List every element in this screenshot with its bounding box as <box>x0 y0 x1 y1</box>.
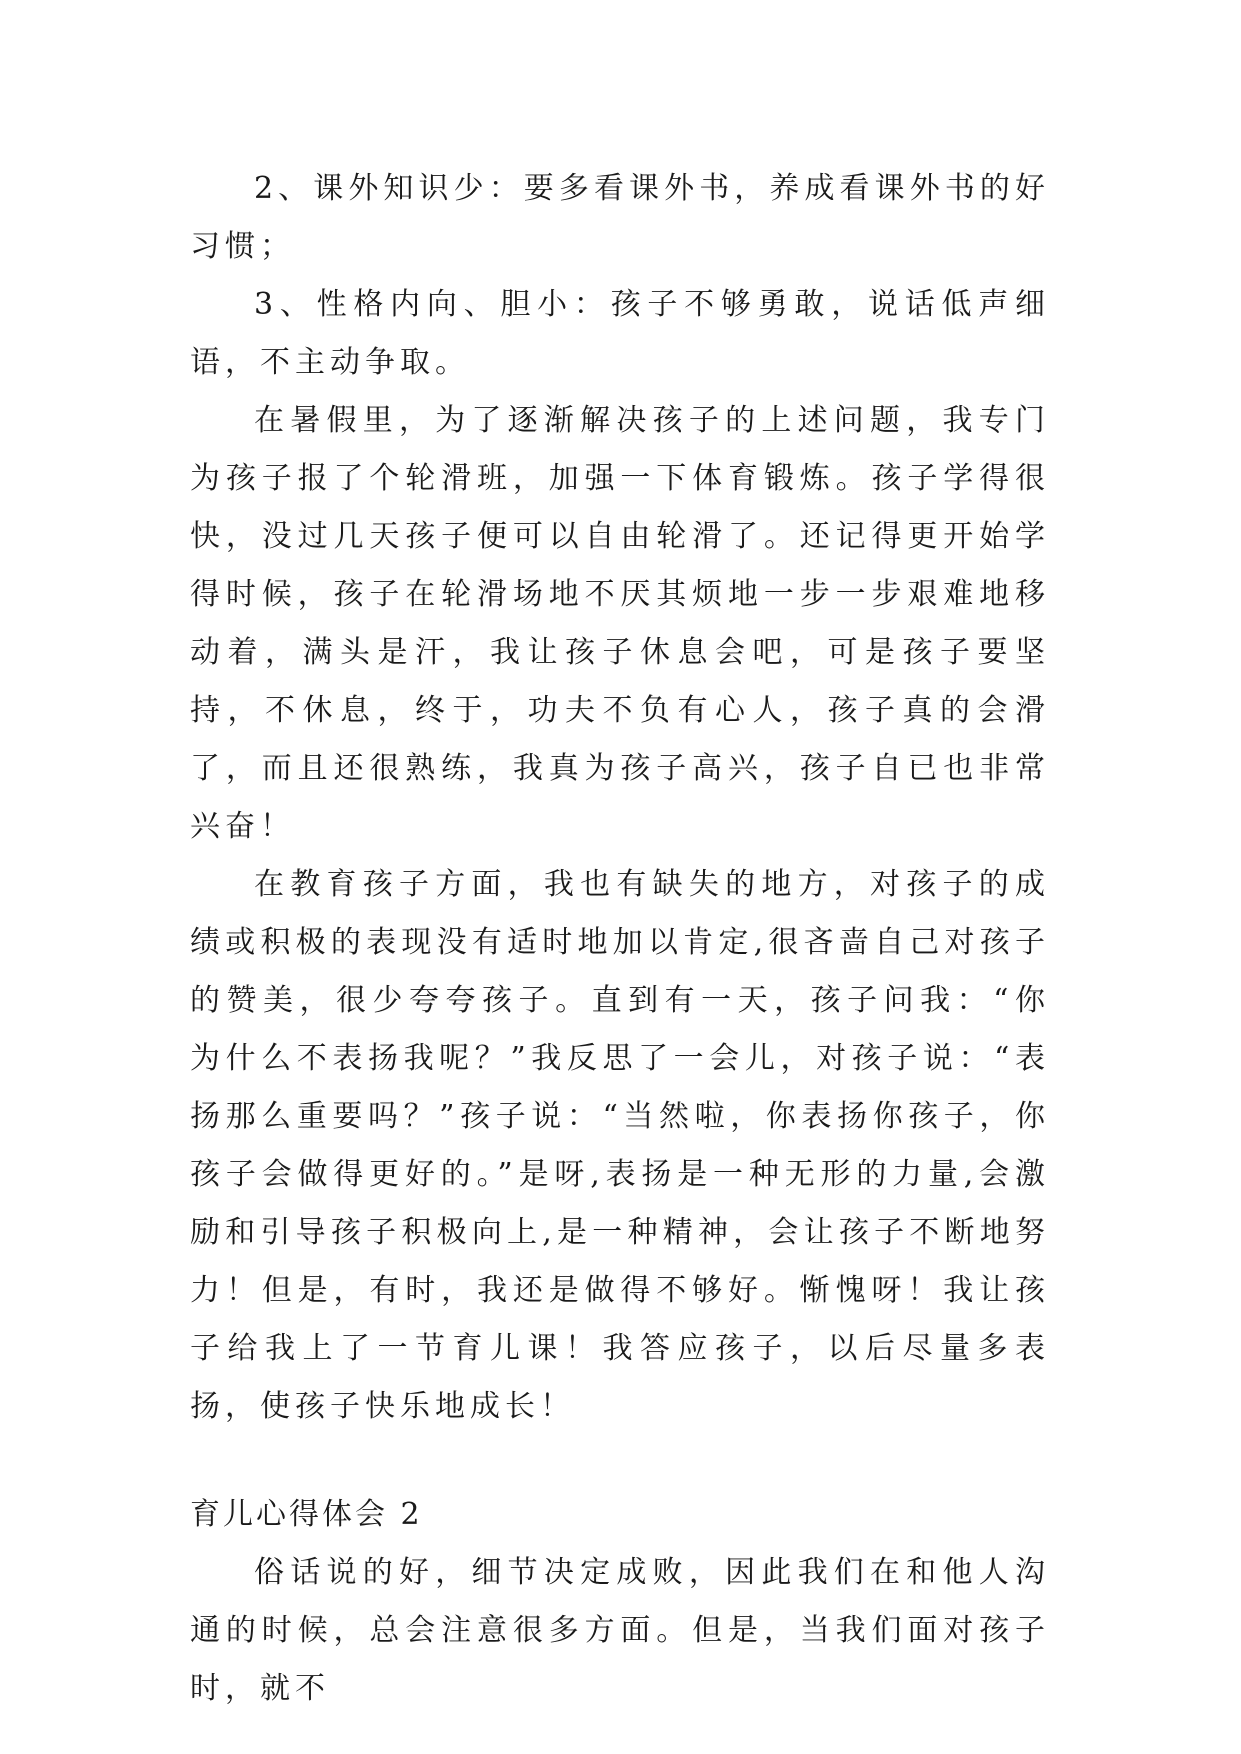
paragraph-praise-reflection: 在教育孩子方面，我也有缺失的地方，对孩子的成绩或积极的表现没有适时地加以肯定,很吝啬自己对孩子的赞美，很少夸夸孩子。直到有一天，孩子问我：“你为什么不表扬我呢？”我反思了一会儿，对孩子说：“表扬那么重要吗？”孩子说：“当然啦，你表扬你孩子，你孩子会做得更好的。”是呀,表扬是一种无形的力量,会激励和引导孩子积极向上,是一种精神，会让孩子不断地努力！但是，有时，我还是做得不够好。惭愧呀！我让孩子给我上了一节育儿课！我答应孩子，以后尽量多表扬，使孩子快乐地成长！ <box>190 867 1050 1424</box>
paragraph-extracurricular-knowledge: 2、课外知识少：要多看课外书，养成看课外书的好习惯； <box>190 171 1050 264</box>
paragraph-introverted-personality: 3、性格内向、胆小：孩子不够勇敢，说话低声细语，不主动争取。 <box>190 287 1050 380</box>
document-body <box>190 160 1050 1718</box>
paragraph-details-matter: 俗话说的好，细节决定成败，因此我们在和他人沟通的时候，总会注意很多方面。但是，当我们面对孩子时，就不 <box>190 1555 1050 1706</box>
section-heading: 育儿心得体会 2 <box>190 1497 423 1532</box>
paragraph-summer-roller-skating: 在暑假里，为了逐渐解决孩子的上述问题，我专门为孩子报了个轮滑班，加强一下体育锻炼。孩子学得很快，没过几天孩子便可以自由轮滑了。还记得更开始学得时候，孩子在轮滑场地不厌其烦地一步一步艰难地移动着，满头是汗，我让孩子休息会吧，可是孩子要坚持，不休息，终于，功夫不负有心人，孩子真的会滑了，而且还很熟练，我真为孩子高兴，孩子自已也非常兴奋！ <box>190 403 1050 844</box>
